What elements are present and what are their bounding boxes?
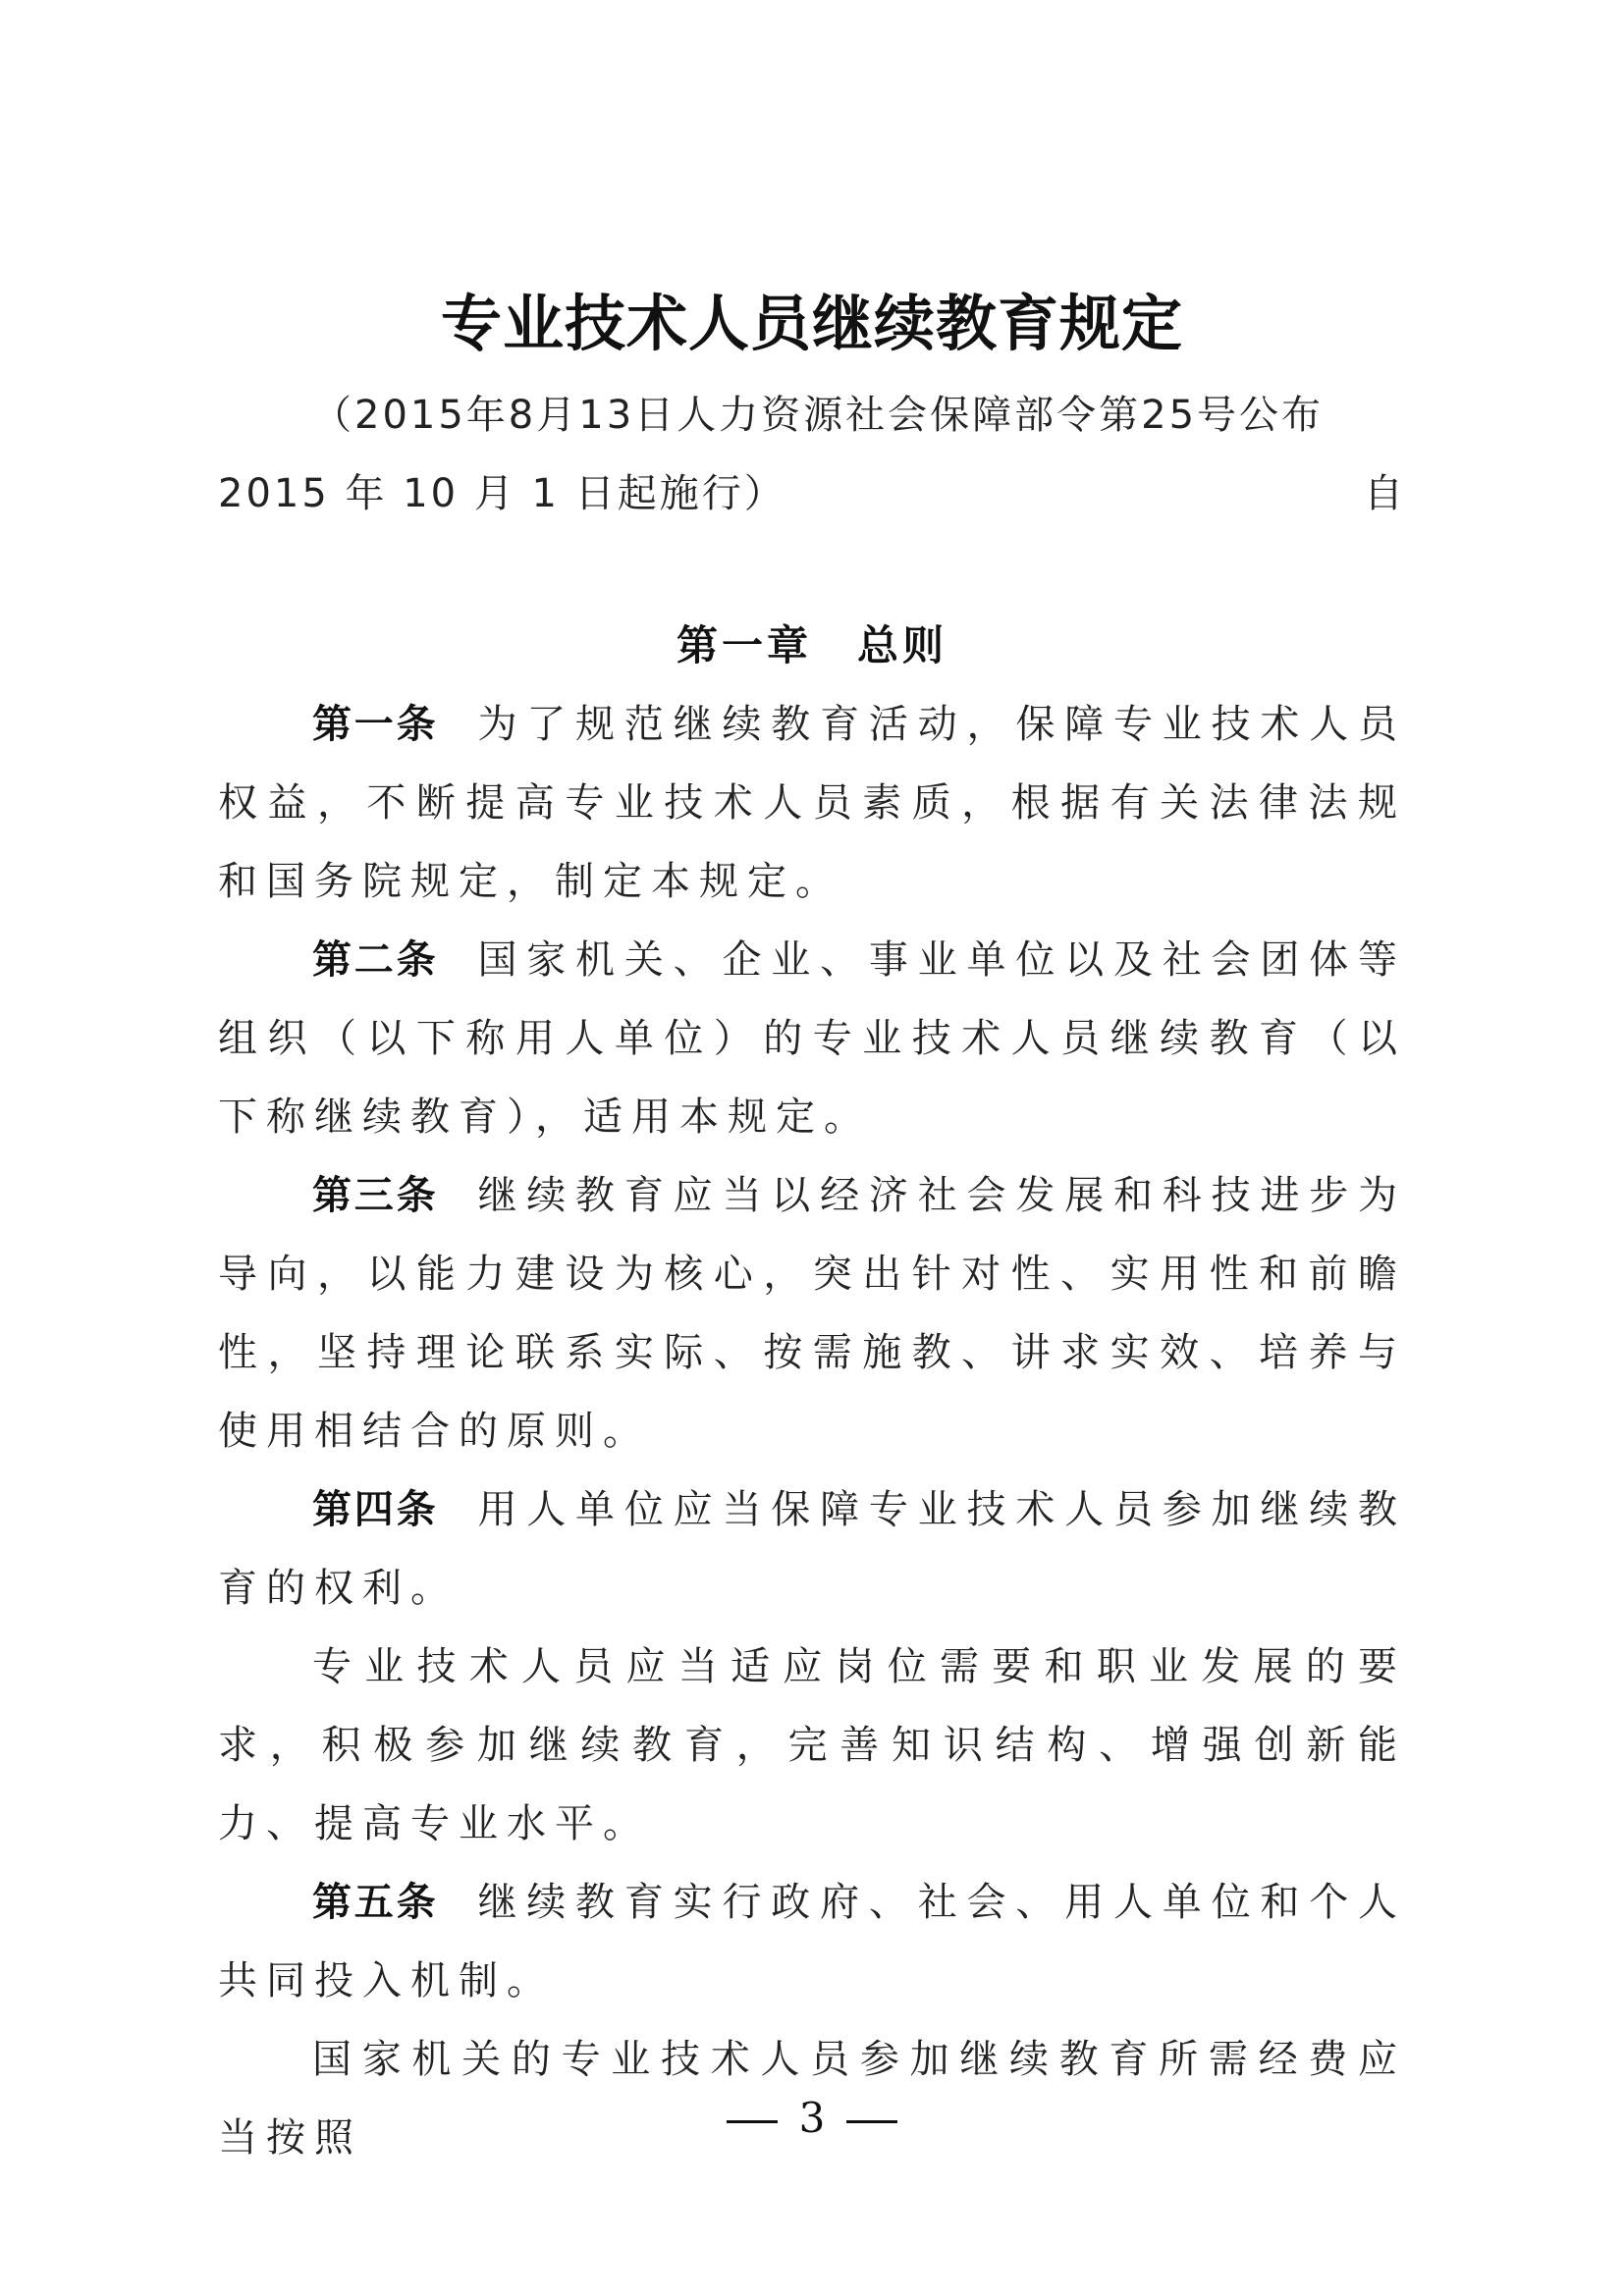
article-paragraph	[218, 921, 1406, 1156]
continuation-paragraph	[218, 1628, 1406, 1863]
article-text: 继续教育应当以经济社会发展和科技进步为导向，以能力建设为核心，突出针对性、实用性和前瞻性，坚持理论联系实际、按需施教、讲求实效、培养与使用相结合的原则。	[218, 1173, 1407, 1454]
article-number: 第四条	[312, 1487, 439, 1532]
page-number	[0, 2089, 1624, 2148]
publication-note-tail: 自	[1364, 471, 1406, 516]
article-number: 第三条	[312, 1173, 439, 1218]
chapter-heading: 第一章 总则	[676, 621, 947, 669]
article-paragraph	[218, 1156, 1406, 1470]
paragraph-text: 国家机关的专业技术人员参加继续教育所需经费应当按照	[218, 2037, 1406, 2161]
article-number: 第二条	[312, 937, 439, 983]
article-paragraph	[218, 1863, 1406, 2020]
article-text: 用人单位应当保障专业技术人员参加继续教育的权利。	[218, 1487, 1407, 1611]
publication-note-line2: 2015 年 10 月 1 日起施行）	[218, 471, 786, 516]
body-text	[218, 685, 1406, 2177]
article-paragraph	[218, 685, 1406, 921]
article-text: 国家机关、企业、事业单位以及社会团体等组织（以下称用人单位）的专业技术人员继续教育（以下称继续教育），适用本规定。	[218, 937, 1407, 1140]
article-text: 继续教育实行政府、社会、用人单位和个人共同投入机制。	[218, 1880, 1407, 2003]
page-number-value: 3	[798, 2094, 826, 2142]
article-text: 为了规范继续教育活动，保障专业技术人员权益，不断提高专业技术人员素质，根据有关法律法规和国务院规定，制定本规定。	[218, 702, 1407, 904]
article-paragraph	[218, 1470, 1406, 1628]
page-number-dash-left	[727, 2120, 778, 2123]
page-number-dash-right	[846, 2120, 897, 2123]
publication-note-main: （2015年8月13日人力资源社会保障部令第25号公布	[312, 393, 1325, 438]
article-number: 第一条	[312, 702, 439, 747]
paragraph-text: 专业技术人员应当适应岗位需要和职业发展的要求，积极参加继续教育，完善知识结构、增强创新能力、提高专业水平。	[218, 1644, 1406, 1846]
publication-note	[218, 376, 1406, 533]
article-number: 第五条	[312, 1880, 439, 1925]
document-title: 专业技术人员继续教育规定	[440, 288, 1183, 359]
